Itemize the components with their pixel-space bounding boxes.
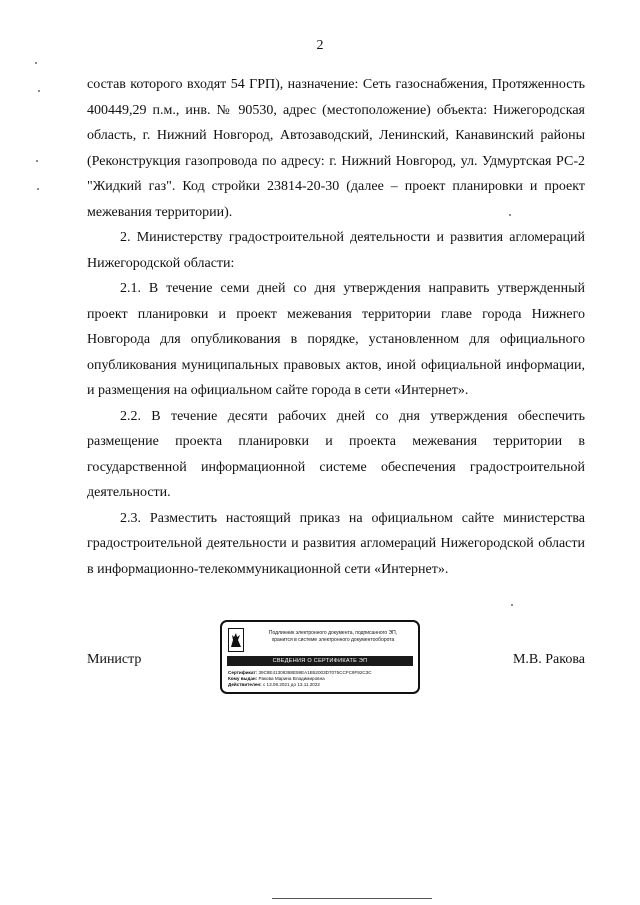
stamp-certificate-bar: СВЕДЕНИЯ О СЕРТИФИКАТЕ ЭП — [227, 656, 413, 666]
stamp-issued-value: Ракова Марина Владимировна — [258, 676, 325, 681]
signature-block — [87, 620, 585, 700]
scan-speck — [509, 214, 511, 216]
stamp-valid-value: с 13.08.2021 до 13.11.2022 — [262, 682, 320, 687]
signer-name: М.В. Ракова — [512, 652, 585, 667]
signer-title: Министр — [87, 652, 142, 667]
scan-speck — [37, 188, 39, 190]
scan-speck — [36, 160, 38, 162]
stamp-valid-label: Действителен: — [228, 682, 262, 687]
stamp-certificate-info — [228, 670, 414, 688]
paragraph-item-2-2: 2.2. В течение десяти рабочих дней со дня утверждения обеспечить размещение проекта планировки и проекта межевания территории в государственной информационной системе обеспечения градостроительной деятельности. — [87, 408, 585, 500]
stamp-cert-label: Сертификат: — [228, 670, 258, 675]
stamp-header-line-2: хранится в системе электронного документооборота — [271, 637, 395, 643]
stamp-header-line-1: Подлинник электронного документа, подписанного ЭП, — [268, 630, 398, 636]
scan-speck — [35, 62, 37, 64]
paragraph-item-2-3: 2.3. Разместить настоящий приказ на официальном сайте министерства градостроительной деятельности и развития агломераций Нижегородской области в информационно-телекоммуникационной сети «Интернет». — [87, 510, 585, 577]
paragraph-item-2: 2. Министерству градостроительной деятельности и развития агломераций Нижегородской области: — [87, 230, 585, 271]
scan-speck — [511, 604, 513, 606]
stamp-issued-label: Кому выдан: — [228, 676, 258, 681]
scan-edge-line — [272, 898, 432, 899]
paragraph-continuation: состав которого входят 54 ГРП), назначение: Сеть газоснабжения, Протяженность 400449,29 п.м., инв. № 90530, адрес (местоположение) объекта: Нижегородская область, г. Нижний Новгород, Автозаводский, Ленинский, Канавинский районы (Реконструкция газопровода по адресу: г. Нижний Новгород, ул. Удмуртская РС-2 "Жидкий газ". Код стройки 23814-20-30 (далее – проект планировки и проект межевания территории). — [87, 77, 585, 220]
document-body — [87, 72, 585, 582]
stamp-cert-value: 39C8E41308388E59EA1B52003D7075CCFC9F92C3C — [258, 670, 372, 675]
deer-emblem-icon — [228, 628, 244, 652]
stamp-valid-row — [228, 682, 414, 688]
page-number: 2 — [316, 38, 324, 53]
electronic-signature-stamp — [220, 620, 420, 694]
scan-speck — [38, 90, 40, 92]
paragraph-item-2-1: 2.1. В течение семи дней со дня утверждения направить утвержденный проект планировки и проект межевания территории главе города Нижнего Новгорода для опубликования в порядке, установленном для официального опубликования муниципальных правовых актов, иной официальной информации, и размещения на официальном сайте города в сети «Интернет». — [87, 281, 585, 398]
stamp-header — [250, 630, 416, 644]
